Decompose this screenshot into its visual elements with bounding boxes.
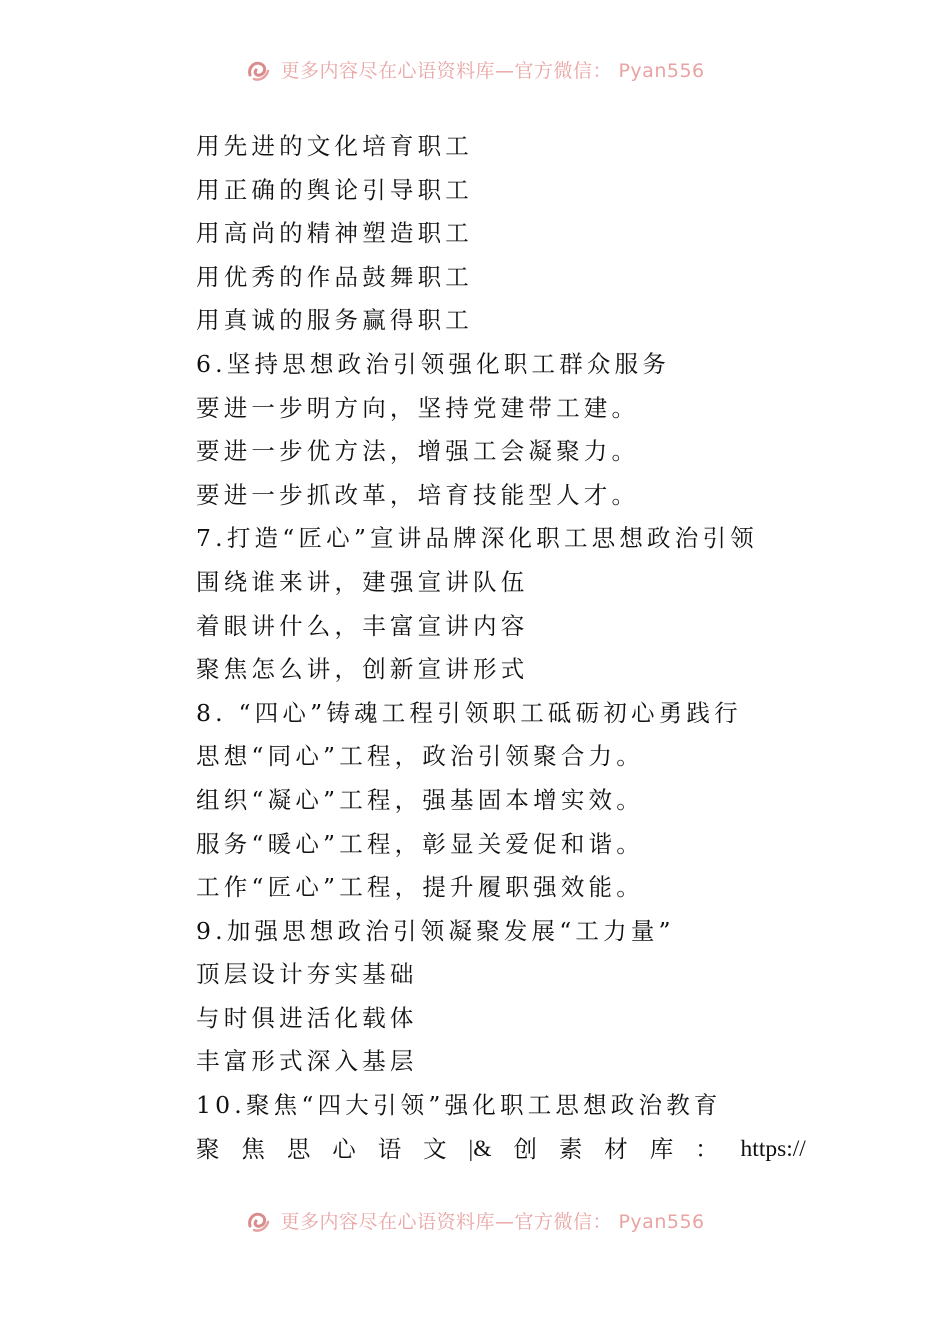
text-line: 工作“匠心”工程，提升履职强效能。: [196, 873, 644, 902]
source-char: 素: [558, 1134, 583, 1163]
header-watermark: [0, 56, 950, 86]
footer-watermark: [0, 1207, 950, 1237]
source-line: [196, 1128, 806, 1172]
header-watermark-text: 更多内容尽在心语资料库—官方微信： Pyan556: [280, 60, 705, 82]
source-char: 聚: [196, 1134, 220, 1163]
text-line: 围绕谁来讲，建强宣讲队伍: [196, 567, 529, 596]
source-char: 语: [377, 1134, 402, 1163]
text-line: 用正确的舆论引导职工: [196, 175, 473, 204]
source-url-link[interactable]: https://: [740, 1135, 806, 1162]
logo-icon: [245, 1208, 271, 1234]
source-char: |&: [468, 1135, 492, 1162]
section-heading: 7.打造“匠心”宣讲品牌深化职工思想政治引领: [196, 524, 758, 553]
text-line: 顶层设计夯实基础: [196, 960, 418, 989]
section-heading: 8. “四心”铸魂工程引领职工砥砺初心勇践行: [196, 698, 742, 727]
text-line: 组织“凝心”工程，强基固本增实效。: [196, 785, 644, 814]
text-line: 用高尚的精神塑造职工: [196, 219, 473, 248]
text-line: 聚焦怎么讲，创新宣讲形式: [196, 655, 529, 684]
source-char: 焦: [241, 1134, 265, 1163]
source-char: 心: [332, 1134, 356, 1163]
text-line: 用先进的文化培育职工: [196, 132, 473, 160]
text-line: 要进一步抓改革，培育技能型人才。: [196, 480, 640, 509]
source-char: 库: [649, 1134, 674, 1163]
logo-icon: [245, 57, 271, 83]
source-char: 创: [513, 1134, 537, 1163]
source-char: 材: [604, 1134, 628, 1163]
text-line: 用优秀的作品鼓舞职工: [196, 262, 473, 291]
document-body: [196, 125, 816, 1171]
text-line: 与时俱进活化载体: [196, 1003, 418, 1032]
section-heading: 9.加强思想政治引领凝聚发展“工力量”: [196, 916, 675, 945]
section-heading: 10.聚焦“四大引领”强化职工思想政治教育: [196, 1091, 722, 1120]
source-char: 文: [423, 1134, 447, 1163]
text-line: 用真诚的服务赢得职工: [196, 306, 473, 335]
footer-watermark-text: 更多内容尽在心语资料库—官方微信： Pyan556: [280, 1211, 705, 1233]
source-char: 思: [286, 1134, 311, 1163]
text-line: 要进一步明方向，坚持党建带工建。: [196, 393, 640, 422]
text-line: 丰富形式深入基层: [196, 1047, 418, 1076]
source-char: ：: [695, 1134, 719, 1163]
text-line: 要进一步优方法，增强工会凝聚力。: [196, 437, 640, 466]
text-line: 着眼讲什么，丰富宣讲内容: [196, 611, 529, 640]
section-heading: 6.坚持思想政治引领强化职工群众服务: [196, 349, 671, 378]
text-line: 服务“暖心”工程，彰显关爱促和谐。: [196, 829, 644, 858]
text-line: 思想“同心”工程，政治引领聚合力。: [196, 742, 644, 771]
